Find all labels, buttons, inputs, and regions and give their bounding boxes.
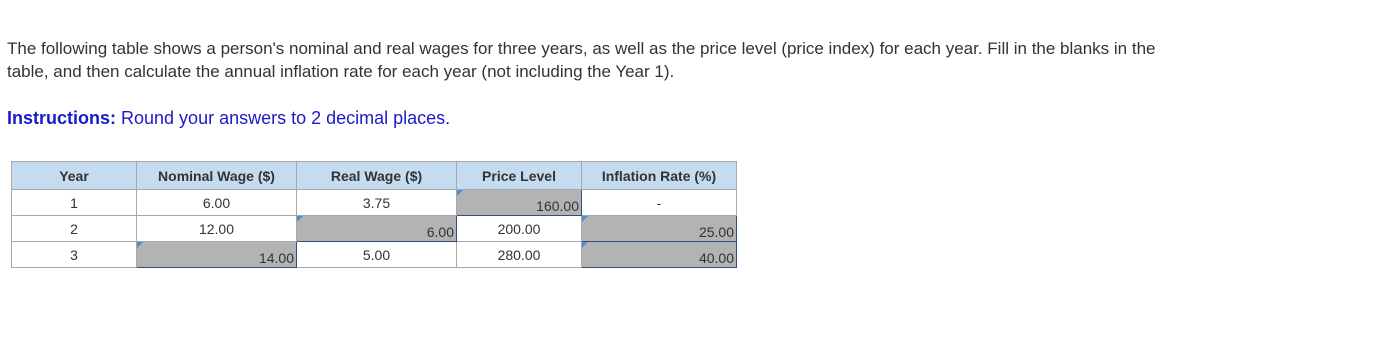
header-real-wage: Real Wage ($) [297,162,457,190]
nominal-wage-cell: 12.00 [137,216,297,242]
nominal-wage-cell: 6.00 [137,190,297,216]
price-level-cell: 200.00 [457,216,582,242]
price-level-input[interactable] [457,190,582,216]
inflation-rate-cell: - [582,190,737,216]
table-row [12,216,737,242]
inflation-rate-input[interactable] [582,242,737,268]
real-wage-value: 6.00 [426,223,454,240]
real-wage-input[interactable] [297,216,457,242]
real-wage-cell: 5.00 [297,242,457,268]
instructions-text: Round your answers to 2 decimal places. [116,108,451,128]
header-price-level: Price Level [457,162,582,190]
header-inflation-rate: Inflation Rate (%) [582,162,737,190]
input-marker-icon [297,216,303,222]
input-marker-icon [582,242,588,248]
input-marker-icon [582,216,588,222]
instructions-label: Instructions: [7,108,117,128]
year-cell: 2 [12,216,137,242]
year-cell: 3 [12,242,137,268]
inflation-rate-value: 40.00 [698,249,734,266]
inflation-rate-value: 25.00 [698,223,734,240]
price-level-value: 160.00 [536,197,579,214]
real-wage-cell: 3.75 [297,190,457,216]
year-cell: 1 [12,190,137,216]
input-marker-icon [137,242,143,248]
nominal-wage-value: 14.00 [258,249,294,266]
price-level-cell: 280.00 [457,242,582,268]
header-nominal-wage: Nominal Wage ($) [137,162,297,190]
table-header-row [12,162,737,190]
instructions [7,106,450,130]
wages-table [11,161,737,268]
input-marker-icon [457,190,463,196]
inflation-rate-input[interactable] [582,216,737,242]
table-row [12,242,737,268]
nominal-wage-input[interactable] [137,242,297,268]
header-year: Year [12,162,137,190]
question-text: The following table shows a person's nominal and real wages for three years, as well as the price level (price index) for each year. Fill in the blanks in the table, and then calculate the annual inflation rate for each year (not including the Year 1). [7,39,1156,81]
table-row [12,190,737,216]
